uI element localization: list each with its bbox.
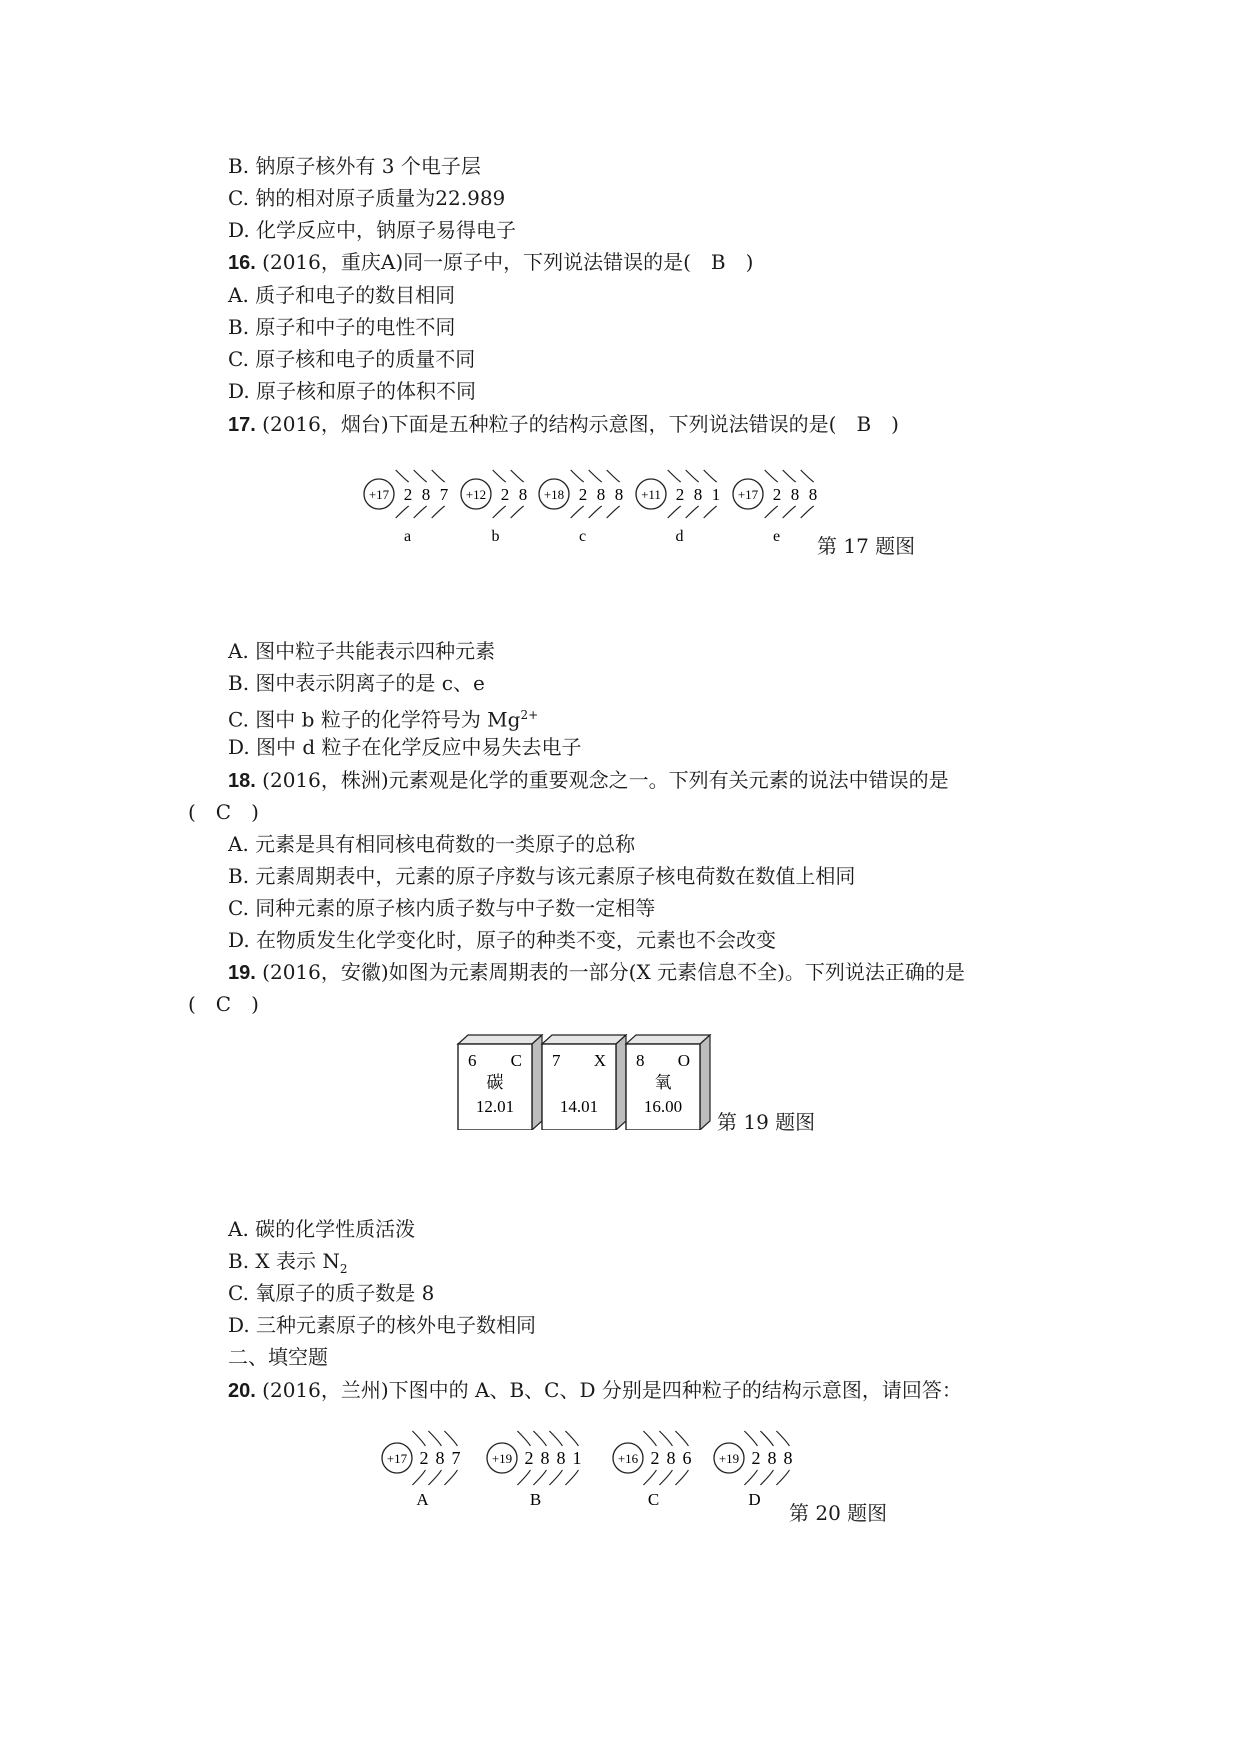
q20-shell-arc	[659, 1470, 672, 1485]
q20-shell-arc	[549, 1470, 562, 1485]
q17-shell-arc	[571, 470, 584, 482]
q18-stem-text: (2016，株洲)元素观是化学的重要观念之一。下列有关元素的说法中错误的是	[262, 768, 949, 792]
q17-shell-electron-count: 8	[518, 485, 528, 504]
q20-shell-arc	[760, 1431, 773, 1446]
q20-shell-arc	[517, 1470, 530, 1485]
q20-shell-arc	[412, 1431, 425, 1446]
q17-shell-arc	[432, 506, 445, 518]
q20-shell-electron-count: 2	[751, 1448, 761, 1468]
periodic-cell-side-face	[700, 1035, 710, 1130]
element-symbol: O	[677, 1051, 690, 1070]
q19-option-d: D. 三种元素原子的核外电子数相同	[228, 1313, 537, 1337]
q17-option-a: A. 图中粒子共能表示四种元素	[228, 639, 496, 663]
q16-option-d: D. 原子核和原子的体积不同	[228, 379, 477, 403]
periodic-cell-top-face	[542, 1035, 626, 1044]
atomic-number: 6	[468, 1051, 477, 1070]
q17-shell-electron-count: 8	[693, 485, 703, 504]
q17-shell-arc	[493, 506, 506, 518]
q17-shell-arc	[607, 506, 620, 518]
q20-particle-label: C	[647, 1490, 660, 1509]
q20-particle-label: A	[416, 1490, 429, 1509]
q20-shell-electron-count: 6	[682, 1448, 692, 1468]
q19-number: 19.	[228, 962, 256, 984]
q17-shell-electron-count: 8	[596, 485, 606, 504]
q17-shell-electron-count: 8	[614, 485, 624, 504]
q17-shell-arc	[686, 506, 699, 518]
q20-shell-arc	[533, 1470, 546, 1485]
q20-shell-arc	[744, 1470, 757, 1485]
q17-particle	[364, 470, 449, 545]
q17-option-c-charge: 2+	[520, 708, 539, 722]
q19-figure-caption: 第 19 题图	[717, 1110, 816, 1134]
q20-shell-arc	[675, 1431, 688, 1446]
q20-shell-electron-count: 2	[419, 1448, 429, 1468]
q17-shell-arc	[396, 470, 409, 482]
q17-shell-electron-count: 2	[675, 485, 685, 504]
q17-shell-arc	[668, 470, 681, 482]
q17-shell-arc	[801, 470, 814, 482]
q20-shell-arc	[428, 1470, 441, 1485]
q17-nucleus-charge: +17	[737, 487, 759, 502]
q17-shell-arc	[511, 506, 524, 518]
periodic-cell-top-face	[458, 1035, 542, 1044]
q17-shell-arc	[765, 470, 778, 482]
q17-shell-electron-count: 8	[421, 485, 431, 504]
q20-particle	[487, 1431, 582, 1509]
q20-shell-electron-count: 8	[767, 1448, 777, 1468]
q20-shell-arc	[643, 1431, 656, 1446]
q19-option-b-subscript: 2	[339, 1262, 348, 1276]
q20-shell-electron-count: 7	[451, 1448, 461, 1468]
q17-nucleus-charge: +12	[465, 487, 487, 502]
q19-periodic-table-fragment	[456, 1034, 718, 1130]
q20-nucleus-charge: +16	[617, 1451, 639, 1466]
q16-number: 16.	[228, 252, 256, 274]
q17-option-b: B. 图中表示阴离子的是 c、e	[228, 671, 485, 695]
q15-option-b: B. 钠原子核外有 3 个电子层	[228, 154, 481, 178]
q20-shell-arc	[444, 1470, 457, 1485]
q20-figure-caption: 第 20 题图	[789, 1501, 888, 1525]
q20-shell-electron-count: 8	[435, 1448, 445, 1468]
q17-shell-arc	[765, 506, 778, 518]
q20-shell-arc	[760, 1470, 773, 1485]
q20-shell-arc	[444, 1431, 457, 1446]
q17-shell-arc	[571, 506, 584, 518]
q17-shell-arc	[414, 470, 427, 482]
q17-particle-label: d	[675, 528, 684, 545]
section-heading: 二、填空题	[228, 1345, 328, 1369]
periodic-cell-top-face	[626, 1035, 710, 1044]
q20-shell-arc	[533, 1431, 546, 1446]
q17-shell-electron-count: 8	[808, 485, 818, 504]
q20-nucleus-charge: +19	[491, 1451, 513, 1466]
q20-shell-arc	[565, 1431, 578, 1446]
q20-shell-arc	[428, 1431, 441, 1446]
element-name: 碳	[486, 1073, 504, 1093]
q16-stem	[228, 248, 753, 277]
q17-particle-label: e	[772, 528, 781, 545]
q17-shell-electron-count: 8	[790, 485, 800, 504]
q17-figure	[360, 450, 830, 560]
q17-shell-arc	[704, 470, 717, 482]
relative-atomic-mass: 14.01	[559, 1097, 599, 1116]
q20-particle	[714, 1431, 793, 1509]
q20-shell-electron-count: 8	[783, 1448, 793, 1468]
q17-shell-electron-count: 7	[439, 485, 449, 504]
q16-stem-text: (2016，重庆A)同一原子中，下列说法错误的是( B )	[262, 250, 754, 274]
periodic-cell-side-face	[616, 1035, 626, 1130]
q19-figure	[456, 1034, 718, 1130]
q20-shell-electron-count: 8	[556, 1448, 566, 1468]
q17-particle	[461, 470, 527, 545]
q20-particle-label: B	[529, 1490, 542, 1509]
q17-shell-electron-count: 2	[500, 485, 510, 504]
q17-shell-arc	[493, 470, 506, 482]
q20-particle	[382, 1431, 461, 1509]
q17-shell-arc	[589, 470, 602, 482]
q20-shell-arc	[517, 1431, 530, 1446]
q20-shell-arc	[776, 1470, 789, 1485]
q17-nucleus-charge: +17	[368, 487, 390, 502]
q17-stem	[228, 410, 899, 439]
q19-stem-text: (2016，安徽)如图为元素周期表的一部分(X 元素信息不全)。下列说法正确的是	[262, 960, 965, 984]
q17-figure-caption: 第 17 题图	[817, 534, 916, 558]
q20-stem-text: (2016，兰州)下图中的 A、B、C、D 分别是四种粒子的结构示意图，请回答：	[262, 1378, 962, 1402]
q18-answer: ( C )	[188, 800, 259, 824]
periodic-cell-side-face	[532, 1035, 542, 1130]
periodic-cell	[542, 1035, 626, 1130]
q20-shell-electron-count: 8	[540, 1448, 550, 1468]
relative-atomic-mass: 16.00	[643, 1097, 683, 1116]
q17-shell-arc	[589, 506, 602, 518]
element-name: 氧	[654, 1073, 672, 1093]
atomic-number: 7	[552, 1051, 561, 1070]
q20-particle-label: D	[748, 1490, 761, 1509]
q20-shell-arc	[744, 1431, 757, 1446]
q19-stem	[228, 958, 965, 987]
q18-option-c: C. 同种元素的原子核内质子数与中子数一定相等	[228, 896, 656, 920]
periodic-cell	[626, 1035, 710, 1130]
q19-option-b	[228, 1247, 348, 1283]
q17-particle	[733, 470, 817, 545]
q18-stem	[228, 766, 949, 795]
q17-option-c-text: C. 图中 b 粒子的化学符号为 Mg	[228, 707, 521, 732]
q17-particle	[539, 470, 623, 545]
q16-option-c: C. 原子核和电子的质量不同	[228, 347, 476, 371]
q20-number: 20.	[228, 1380, 256, 1402]
q20-shell-electron-count: 2	[650, 1448, 660, 1468]
q19-option-a: A. 碳的化学性质活泼	[228, 1217, 416, 1241]
q17-shell-electron-count: 2	[578, 485, 588, 504]
q17-particle-label: a	[403, 528, 412, 545]
q17-shell-arc	[783, 506, 796, 518]
q17-nucleus-charge: +18	[543, 487, 565, 502]
q20-shell-electron-count: 1	[572, 1448, 582, 1468]
q16-option-b: B. 原子和中子的电性不同	[228, 315, 456, 339]
q20-shell-arc	[776, 1431, 789, 1446]
q20-shell-electron-count: 8	[666, 1448, 676, 1468]
q17-stem-text: (2016，烟台)下面是五种粒子的结构示意图，下列说法错误的是( B )	[262, 412, 899, 436]
q20-particle	[613, 1431, 692, 1509]
q17-shell-arc	[783, 470, 796, 482]
q17-shell-arc	[801, 506, 814, 518]
q16-option-a: A. 质子和电子的数目相同	[228, 283, 456, 307]
q20-figure	[375, 1415, 805, 1525]
relative-atomic-mass: 12.01	[475, 1097, 515, 1116]
q17-shell-arc	[686, 470, 699, 482]
periodic-cell	[458, 1035, 542, 1130]
q20-shell-arc	[659, 1431, 672, 1446]
q20-stem	[228, 1376, 962, 1405]
q17-shell-arc	[607, 470, 620, 482]
q18-option-d: D. 在物质发生化学变化时，原子的种类不变，元素也不会改变	[228, 928, 777, 952]
element-symbol: X	[593, 1051, 606, 1070]
q20-particle-diagrams	[375, 1415, 805, 1525]
q17-particle	[636, 470, 720, 545]
q20-shell-arc	[412, 1470, 425, 1485]
q17-particle-label: c	[578, 528, 587, 545]
q15-option-c: C. 钠的相对原子质量为22.989	[228, 186, 506, 210]
q17-option-d: D. 图中 d 粒子在化学反应中易失去电子	[228, 735, 582, 759]
q17-number: 17.	[228, 414, 256, 436]
q18-number: 18.	[228, 770, 256, 792]
q17-shell-arc	[414, 506, 427, 518]
q17-particle-label: b	[491, 528, 500, 545]
q20-shell-arc	[549, 1431, 562, 1446]
element-symbol: C	[510, 1051, 522, 1070]
q19-option-c: C. 氧原子的质子数是 8	[228, 1281, 435, 1305]
q19-answer: ( C )	[188, 992, 259, 1016]
q20-shell-arc	[565, 1470, 578, 1485]
q17-option-c	[228, 701, 538, 734]
q18-option-a: A. 元素是具有相同核电荷数的一类原子的总称	[228, 832, 636, 856]
atomic-number: 8	[636, 1051, 645, 1070]
q20-shell-electron-count: 2	[524, 1448, 534, 1468]
q17-particle-diagrams	[360, 450, 830, 560]
q20-nucleus-charge: +17	[386, 1451, 408, 1466]
q17-shell-arc	[511, 470, 524, 482]
q18-option-b: B. 元素周期表中，元素的原子序数与该元素原子核电荷数在数值上相同	[228, 864, 856, 888]
q17-shell-arc	[432, 470, 445, 482]
q17-shell-electron-count: 2	[403, 485, 413, 504]
q17-shell-electron-count: 2	[772, 485, 782, 504]
q17-shell-arc	[396, 506, 409, 518]
q17-nucleus-charge: +11	[641, 487, 661, 502]
q15-option-d: D. 化学反应中，钠原子易得电子	[228, 218, 517, 242]
q20-nucleus-charge: +19	[718, 1451, 740, 1466]
q17-shell-arc	[704, 506, 717, 518]
q17-shell-electron-count: 1	[711, 485, 721, 504]
q19-option-b-text: B. X 表示 N	[228, 1249, 340, 1273]
q20-shell-arc	[643, 1470, 656, 1485]
q20-shell-arc	[675, 1470, 688, 1485]
q17-shell-arc	[668, 506, 681, 518]
